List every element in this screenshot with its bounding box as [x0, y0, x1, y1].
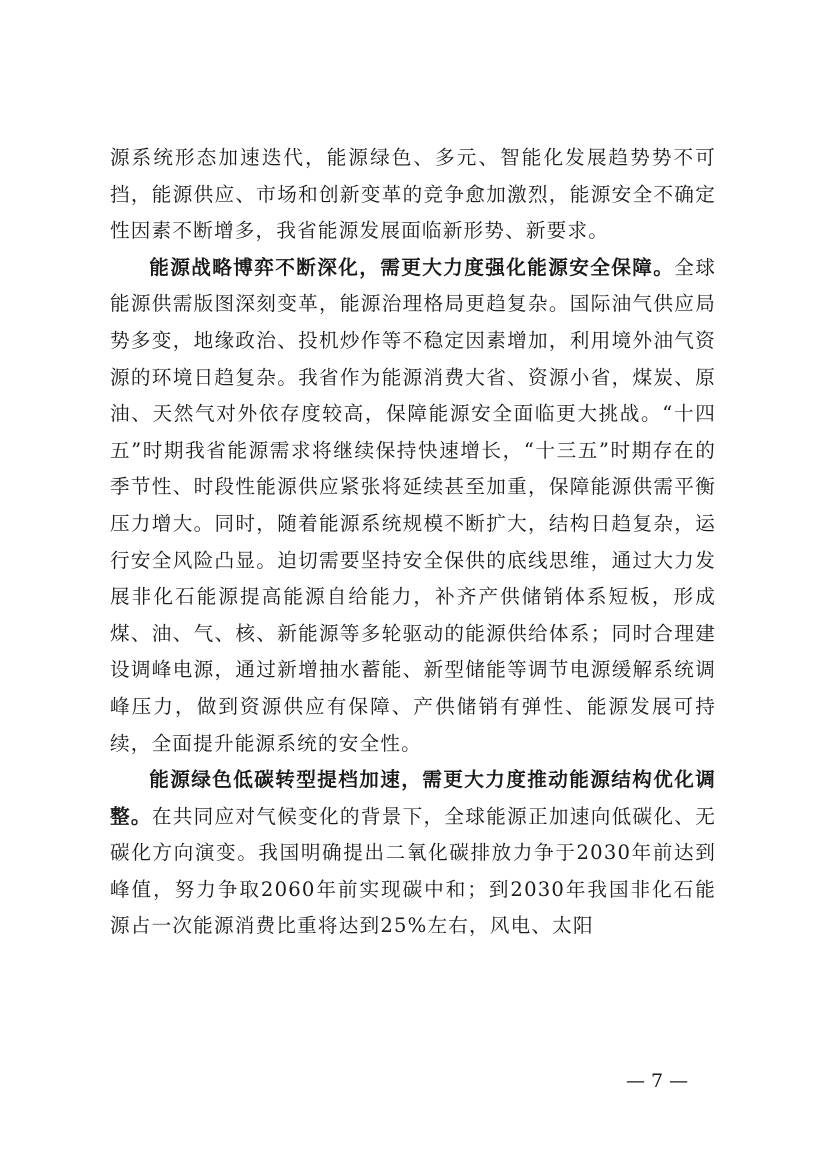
paragraph-text: 在共同应对气候变化的背景下，全球能源正加速向低碳化、无碳化方向演变。我国明确提出二氧化碳排放力争于2030年前达到峰值，努力争取2060年前实现碳中和；到2030年我国非化石能源占一次能源消费比重将达到25%左右，风电、太阳: [110, 804, 716, 938]
paragraph-energy-security: [110, 250, 716, 762]
paragraph-green-transition: [110, 762, 716, 945]
paragraph-text: 源系统形态加速迭代，能源绿色、多元、智能化发展趋势势不可挡，能源供应、市场和创新变革的竞争愈加激烈，能源安全不确定性因素不断增多，我省能源发展面临新形势、新要求。: [110, 146, 716, 243]
paragraph-heading: 能源战略博弈不断深化，需更大力度强化能源安全保障。: [149, 255, 675, 279]
paragraph-heading: 能源绿色低碳转型提档加速，需更大力度推动能源结构优化调整。: [110, 768, 716, 828]
paragraph-text: 全球能源供需版图深刻变革，能源治理格局更趋复杂。国际油气供应局势多变，地缘政治、投机炒作等不稳定因素增加，利用境外油气资源的环境日趋复杂。我省作为能源消费大省、资源小省，煤炭、原油、天然气对外依存度较高，保障能源安全面临更大挑战。“十四五”时期我省能源需求将继续保持快速增长，“十三五”时期存在的季节性、时段性能源供应紧张将延续甚至加重，保障能源供需平衡压力增大。同时，随着能源系统规模不断扩大，结构日趋复杂，运行安全风险凸显。迫切需要坚持安全保供的底线思维，通过大力发展非化石能源提高能源自给能力，补齐产供储销体系短板，形成煤、油、气、核、新能源等多轮驱动的能源供给体系；同时合理建设调峰电源，通过新增抽水蓄能、新型储能等调节电源缓解系统调峰压力，做到资源供应有保障、产供储销有弹性、能源发展可持续，全面提升能源系统的安全性。: [110, 255, 716, 755]
body-text: [110, 140, 716, 945]
paragraph-continuation: [110, 140, 716, 250]
page-number: — 7 —: [626, 1070, 689, 1092]
